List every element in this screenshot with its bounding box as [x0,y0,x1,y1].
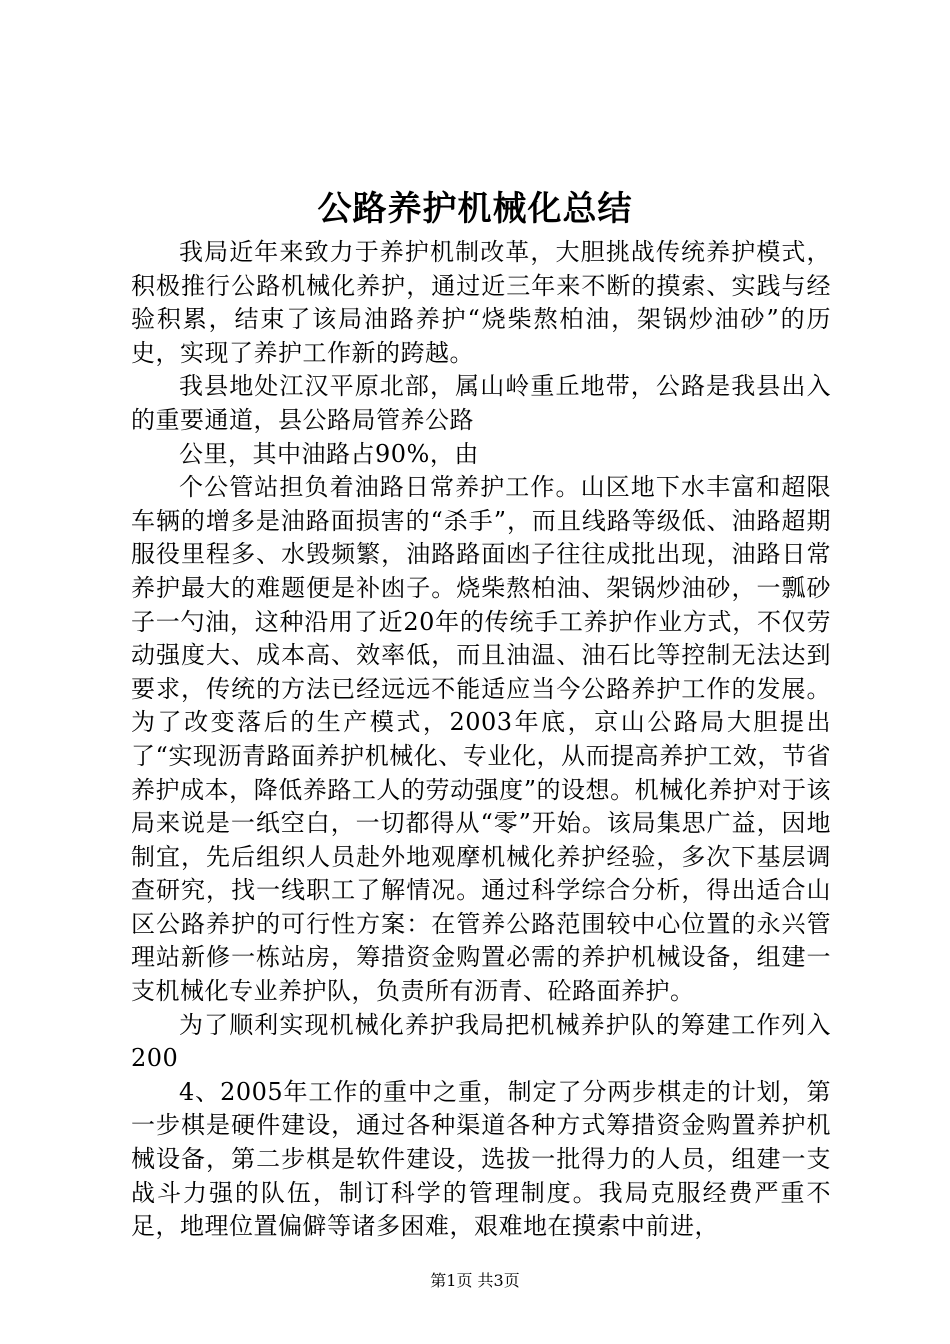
paragraph: 我县地处江汉平原北部，属山岭重丘地带，公路是我县出入的重要通道，县公路局管养公路 [131,372,831,434]
page-footer: 第1页 共3页 [430,1271,520,1290]
paragraph: 公里，其中油路占90%，由 [179,439,479,468]
paragraph: 个公管站担负着油路日常养护工作。山区地下水丰富和超限车辆的增多是油路面损害的“杀手”，而且线路等级低、油路超期服役里程多、水毁频繁，油路路面凼子往往成批出现，油路日常养护最大的难题便是补凼子。烧柴熬柏油、架锅炒油砂，一瓢砂子一勺油，这种沿用了近20年的传统手工养护作业方式，不仅劳动强度大、成本高、效率低，而且油温、油石比等控制无法达到要求，传统的方法已经远远不能适应当今公路养护工作的发展。为了改变落后的生产模式，2003年底，京山公路局大胆提出了“实现沥青路面养护机械化、专业化，从而提高养护工效，节省养护成本，降低养路工人的劳动强度”的设想。机械化养护对于该局来说是一纸空白，一切都得从“零”开始。该局集思广益，因地制宜，先后组织人员赴外地观摩机械化养护经验，多次下基层调查研究，找一线职工了解情况。通过科学综合分析，得出适合山区公路养护的可行性方案：在管养公路范围较中心位置的永兴管理站新修一栋站房，筹措资金购置必需的养护机械设备，组建一支机械化专业养护队，负责所有沥青、砼路面养护。 [131,473,831,1006]
paragraph: 4、2005年工作的重中之重，制定了分两步棋走的计划，第一步棋是硬件建设，通过各种渠道各种方式筹措资金购置养护机械设备，第二步棋是软件建设，选拔一批得力的人员，组建一支战斗力强的队伍，制订科学的管理制度。我局克服经费严重不足，地理位置偏僻等诸多困难，艰难地在摸索中前进， [131,1077,831,1241]
document-body [131,236,831,1244]
document-title: 公路养护机械化总结 [317,189,633,229]
paragraph: 为了顺利实现机械化养护我局把机械养护队的筹建工作列入200 [131,1010,831,1073]
paragraph: 我局近年来致力于养护机制改革，大胆挑战传统养护模式，积极推行公路机械化养护，通过近三年来不断的摸索、实践与经验积累，结束了该局油路养护“烧柴熬柏油，架锅炒油砂”的历史，实现了养护工作新的跨越。 [131,238,831,367]
